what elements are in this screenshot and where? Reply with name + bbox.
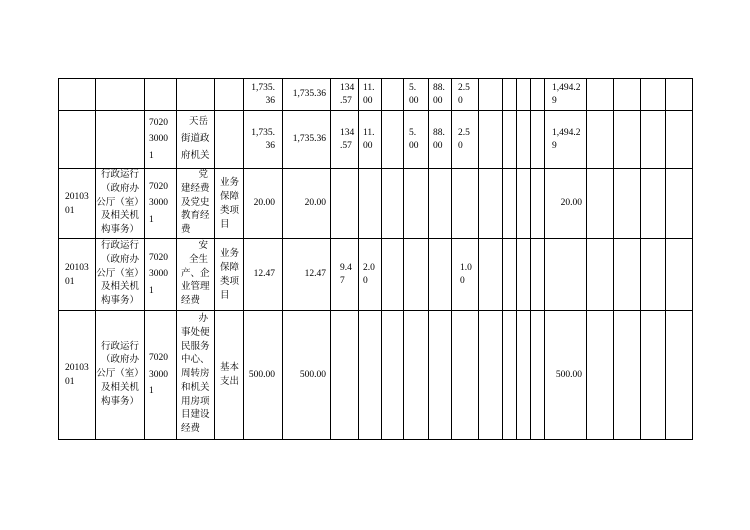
- cell-text: 1,735.36: [292, 134, 326, 144]
- cell-category: [215, 311, 244, 440]
- cell-category: [215, 169, 244, 239]
- cell-amount-22: [666, 111, 693, 169]
- cell-text: 7: [340, 275, 345, 286]
- cell-text: 00: [409, 95, 419, 106]
- cell-text: 1.0: [460, 262, 472, 273]
- cell-amount-10: [382, 239, 404, 311]
- cell-amount-16: [517, 239, 531, 311]
- cell-amount-22: [666, 79, 693, 111]
- cell-amount-19: [587, 311, 614, 440]
- cell-text: 3000: [149, 198, 168, 209]
- cell-text: 0: [458, 140, 463, 151]
- cell-item-name: [177, 169, 215, 239]
- cell-text: 目: [220, 219, 230, 230]
- cell-amount-19: [587, 239, 614, 311]
- cell-amount-14: [479, 311, 503, 440]
- cell-amount-13: [452, 111, 479, 169]
- cell-amount-16: [517, 311, 531, 440]
- cell-text: 500.00: [299, 369, 326, 380]
- cell-category: [215, 239, 244, 311]
- cell-text: 00: [433, 95, 443, 106]
- cell-amount-14: [479, 169, 503, 239]
- cell-text: 2.5: [458, 82, 470, 93]
- cell-amount-14: [479, 111, 503, 169]
- cell-text: 和机关: [181, 382, 210, 393]
- cell-amount-19: [587, 111, 614, 169]
- cell-text: 街道政: [181, 134, 210, 144]
- cell-amount-11: [404, 239, 429, 311]
- cell-text: 建经费: [181, 183, 210, 194]
- cell-amount-15: [503, 111, 517, 169]
- cell-text: 00: [409, 140, 419, 151]
- cell-total: [244, 311, 283, 440]
- cell-text: 0: [460, 275, 465, 286]
- cell-text: 5.: [409, 127, 417, 138]
- cell-text: 7020: [149, 353, 168, 364]
- cell-text: 全生: [188, 254, 208, 265]
- cell-text: 构事务）: [100, 225, 139, 236]
- cell-unit-code: [145, 111, 177, 169]
- cell-text: 2.0: [363, 262, 375, 273]
- cell-amount-8: [331, 239, 359, 311]
- cell-text: 500.00: [555, 369, 582, 380]
- cell-amount-12: [429, 311, 452, 440]
- cell-amount-12: [429, 169, 452, 239]
- cell-text: 府机关: [181, 151, 210, 161]
- cell-amount-17: [531, 239, 545, 311]
- cell-subtotal: [283, 239, 331, 311]
- cell-subtotal: [283, 111, 331, 169]
- cell-text: （政府办: [100, 355, 139, 366]
- cell-text: 11.: [363, 127, 375, 138]
- table-row: [59, 239, 693, 311]
- cell-text: 公厅（室）: [96, 268, 144, 279]
- cell-amount-8: [331, 169, 359, 239]
- cell-total: [244, 169, 283, 239]
- cell-amount-15: [503, 169, 517, 239]
- cell-text: 及相关机: [100, 211, 139, 222]
- cell-amount-21: [641, 239, 666, 311]
- cell-amount-17: [531, 311, 545, 440]
- cell-amount-9: [359, 79, 382, 111]
- cell-text: 1,494.2: [552, 82, 581, 93]
- cell-unit-code: [145, 169, 177, 239]
- cell-amount-18: [545, 239, 587, 311]
- cell-text: 0: [458, 95, 463, 106]
- cell-text: 构事务）: [100, 296, 139, 307]
- cell-text: 1: [149, 386, 154, 397]
- cell-text: 3000: [149, 369, 168, 380]
- cell-amount-22: [666, 169, 693, 239]
- cell-text: 行政运行: [100, 341, 139, 352]
- cell-text: 事处便: [181, 327, 210, 338]
- cell-amount-15: [503, 79, 517, 111]
- cell-text: 20.00: [560, 198, 582, 208]
- cell-text: 134: [340, 127, 355, 138]
- cell-amount-18: [545, 169, 587, 239]
- cell-item-name: [177, 111, 215, 169]
- cell-text: 7020: [149, 181, 168, 192]
- cell-subtotal: [283, 311, 331, 440]
- cell-text: 20.00: [304, 198, 326, 208]
- cell-amount-9: [359, 239, 382, 311]
- cell-subject-code: [59, 239, 96, 311]
- cell-text: 经费: [181, 424, 201, 435]
- cell-text: 20103: [65, 191, 89, 202]
- cell-text: 88.: [433, 82, 445, 93]
- cell-unit-code: [145, 311, 177, 440]
- cell-text: 1: [149, 214, 154, 225]
- cell-item-name: [177, 79, 215, 111]
- cell-unit-code: [145, 79, 177, 111]
- cell-text: 目建设: [181, 410, 210, 421]
- cell-text: 7020: [149, 252, 168, 263]
- cell-item-name: [177, 239, 215, 311]
- cell-text: 费: [181, 225, 191, 236]
- cell-text: 及相关机: [100, 282, 139, 293]
- cell-text: 教育经: [181, 211, 210, 222]
- cell-amount-10: [382, 79, 404, 111]
- cell-text: 及党史: [181, 197, 210, 208]
- cell-amount-22: [666, 239, 693, 311]
- cell-text: 500.00: [248, 369, 275, 380]
- cell-text: 01: [65, 377, 75, 387]
- cell-amount-15: [503, 311, 517, 440]
- cell-amount-20: [614, 239, 641, 311]
- cell-text: 行政运行: [100, 241, 139, 251]
- cell-amount-13: [452, 79, 479, 111]
- cell-text: 9: [552, 140, 557, 151]
- cell-text: 134: [340, 82, 355, 93]
- cell-amount-13: [452, 311, 479, 440]
- cell-subject-code: [59, 169, 96, 239]
- cell-text: 党: [198, 170, 208, 180]
- cell-amount-10: [382, 169, 404, 239]
- cell-text: 中心、: [181, 355, 210, 366]
- cell-amount-18: [545, 311, 587, 440]
- cell-text: 20103: [65, 262, 89, 273]
- cell-amount-10: [382, 311, 404, 440]
- cell-amount-21: [641, 111, 666, 169]
- cell-text: 办: [198, 313, 208, 324]
- cell-text: 1,735.36: [292, 89, 326, 99]
- cell-amount-13: [452, 239, 479, 311]
- cell-amount-11: [404, 79, 429, 111]
- cell-text: .57: [340, 140, 352, 151]
- table-row: [59, 169, 693, 239]
- cell-text: 88.: [433, 127, 445, 138]
- cell-subject-name: [96, 311, 145, 440]
- cell-amount-20: [614, 311, 641, 440]
- cell-text: 5.: [409, 82, 417, 93]
- cell-amount-14: [479, 79, 503, 111]
- cell-text: 1,735.: [251, 127, 275, 138]
- cell-text: 1,494.2: [552, 127, 581, 138]
- cell-text: 01: [65, 205, 75, 216]
- cell-amount-21: [641, 169, 666, 239]
- cell-text: 支出: [220, 377, 240, 387]
- cell-amount-12: [429, 79, 452, 111]
- cell-text: 00: [433, 140, 443, 151]
- cell-text: 9.4: [340, 262, 352, 273]
- cell-amount-20: [614, 79, 641, 111]
- cell-amount-21: [641, 311, 666, 440]
- cell-amount-9: [359, 169, 382, 239]
- cell-text: 2.5: [458, 127, 470, 138]
- cell-amount-11: [404, 111, 429, 169]
- cell-total: [244, 239, 283, 311]
- cell-total: [244, 111, 283, 169]
- cell-text: 类项: [220, 205, 240, 216]
- cell-amount-22: [666, 311, 693, 440]
- cell-text: 类项: [220, 276, 240, 287]
- cell-text: 12.47: [304, 269, 326, 279]
- cell-amount-17: [531, 111, 545, 169]
- cell-subject-code: [59, 311, 96, 440]
- cell-amount-8: [331, 79, 359, 111]
- cell-text: 目: [220, 290, 230, 301]
- cell-text: 用房项: [181, 396, 210, 407]
- cell-item-name: [177, 311, 215, 440]
- cell-text: 公厅（室）: [96, 369, 144, 380]
- cell-amount-19: [587, 79, 614, 111]
- cell-amount-18: [545, 111, 587, 169]
- cell-text: .57: [340, 95, 352, 106]
- cell-amount-13: [452, 169, 479, 239]
- cell-amount-16: [517, 79, 531, 111]
- cell-amount-12: [429, 111, 452, 169]
- cell-text: 经费: [181, 296, 201, 307]
- cell-text: 0: [363, 275, 368, 286]
- cell-amount-15: [503, 239, 517, 311]
- cell-text: 3000: [149, 269, 168, 280]
- cell-amount-8: [331, 311, 359, 440]
- cell-subject-code: [59, 79, 96, 111]
- cell-text: 11.: [363, 82, 375, 93]
- cell-subject-name: [96, 111, 145, 169]
- cell-text: 36: [265, 95, 275, 106]
- cell-text: 构事务）: [100, 396, 139, 407]
- cell-unit-code: [145, 239, 177, 311]
- budget-table: [58, 78, 693, 440]
- cell-text: 7020: [149, 117, 168, 128]
- cell-amount-17: [531, 169, 545, 239]
- cell-text: 安: [198, 241, 208, 251]
- cell-total: [244, 79, 283, 111]
- cell-text: 业管理: [181, 282, 210, 293]
- cell-amount-14: [479, 239, 503, 311]
- cell-text: 1: [149, 150, 154, 161]
- cell-amount-16: [517, 111, 531, 169]
- cell-text: 业务: [220, 177, 240, 188]
- table-row: [59, 311, 693, 440]
- cell-text: 12.47: [253, 269, 275, 279]
- cell-amount-9: [359, 111, 382, 169]
- cell-text: 36: [265, 140, 275, 151]
- cell-text: 01: [65, 276, 75, 287]
- cell-subject-name: [96, 169, 145, 239]
- cell-text: 公厅（室）: [96, 197, 144, 208]
- cell-amount-21: [641, 79, 666, 111]
- cell-text: 业务: [220, 248, 240, 259]
- cell-subject-name: [96, 79, 145, 111]
- cell-text: 产、企: [181, 268, 210, 279]
- cell-amount-16: [517, 169, 531, 239]
- cell-text: 9: [552, 95, 557, 106]
- cell-amount-18: [545, 79, 587, 111]
- cell-amount-8: [331, 111, 359, 169]
- cell-amount-9: [359, 311, 382, 440]
- cell-text: （政府办: [100, 254, 139, 265]
- cell-subject-code: [59, 111, 96, 169]
- cell-amount-10: [382, 111, 404, 169]
- cell-subtotal: [283, 79, 331, 111]
- cell-text: 20.00: [253, 198, 275, 208]
- cell-amount-17: [531, 79, 545, 111]
- cell-text: 基本: [220, 363, 240, 373]
- cell-category: [215, 79, 244, 111]
- cell-amount-20: [614, 169, 641, 239]
- cell-amount-12: [429, 239, 452, 311]
- cell-text: 保障: [220, 262, 240, 273]
- cell-category: [215, 111, 244, 169]
- cell-text: 及相关机: [100, 382, 139, 393]
- cell-text: 1: [149, 285, 154, 296]
- table-row: [59, 79, 693, 111]
- cell-subtotal: [283, 169, 331, 239]
- cell-text: 3000: [149, 134, 168, 145]
- cell-text: 民服务: [181, 341, 210, 352]
- cell-amount-11: [404, 169, 429, 239]
- cell-subject-name: [96, 239, 145, 311]
- cell-text: 行政运行: [100, 170, 139, 180]
- cell-text: 天岳: [188, 117, 208, 127]
- cell-text: 00: [363, 95, 373, 106]
- cell-amount-11: [404, 311, 429, 440]
- cell-text: 1,735.: [251, 82, 275, 93]
- cell-text: 20103: [65, 363, 89, 373]
- cell-text: 周转房: [181, 369, 210, 380]
- cell-amount-20: [614, 111, 641, 169]
- cell-amount-19: [587, 169, 614, 239]
- cell-text: （政府办: [100, 183, 139, 194]
- cell-text: 00: [363, 140, 373, 151]
- cell-text: 保障: [220, 191, 240, 202]
- table-row: [59, 111, 693, 169]
